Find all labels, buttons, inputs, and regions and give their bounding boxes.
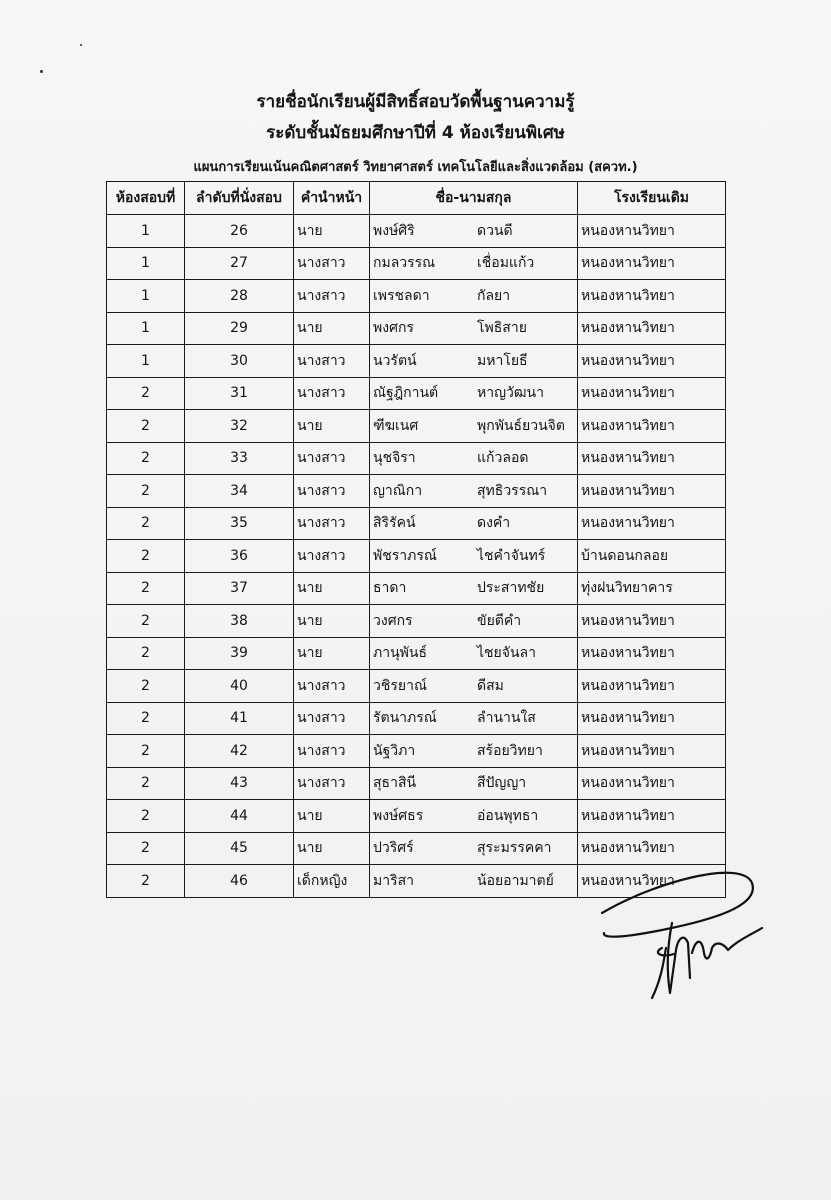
- student-name: [370, 735, 578, 768]
- last-name: พุกพันธ์ยวนจิต: [477, 417, 565, 434]
- last-name: ดีสม: [477, 677, 504, 694]
- column-header-prefix: คำนำหน้า: [294, 182, 370, 215]
- table-row: [107, 247, 726, 280]
- first-name: มาริสา: [373, 872, 415, 889]
- student-name: [370, 670, 578, 703]
- last-name: สุทธิวรรณา: [477, 482, 548, 499]
- name-prefix: นางสาว: [294, 670, 370, 703]
- seat-number: 34: [185, 475, 294, 508]
- first-name: สิริรัคน์: [373, 515, 416, 532]
- name-prefix: นาย: [294, 832, 370, 865]
- paper-speck: [40, 70, 43, 73]
- table-row: [107, 410, 726, 443]
- first-name: ฑีฆเนศ: [373, 417, 419, 434]
- previous-school: ทุ่งฝนวิทยาคาร: [578, 572, 726, 605]
- first-name: ธาดา: [373, 580, 407, 597]
- seat-number: 45: [185, 832, 294, 865]
- name-prefix: นาย: [294, 572, 370, 605]
- table-row: [107, 767, 726, 800]
- room-number: 2: [107, 377, 185, 410]
- seat-number: 29: [185, 312, 294, 345]
- previous-school: หนองหานวิทยา: [578, 670, 726, 703]
- previous-school: หนองหานวิทยา: [578, 767, 726, 800]
- previous-school: หนองหานวิทยา: [578, 637, 726, 670]
- first-name: พงศกร: [373, 320, 414, 337]
- seat-number: 38: [185, 605, 294, 638]
- room-number: 2: [107, 670, 185, 703]
- last-name: ดวนดี: [477, 222, 513, 239]
- student-name: [370, 800, 578, 833]
- table-header-row: [107, 182, 726, 215]
- name-prefix: นาย: [294, 215, 370, 248]
- room-number: 2: [107, 800, 185, 833]
- table-row: [107, 442, 726, 475]
- first-name: ญาณิกา: [373, 482, 423, 499]
- room-number: 2: [107, 572, 185, 605]
- column-header-room: ห้องสอบที่: [107, 182, 185, 215]
- paper-speck: [80, 44, 82, 46]
- last-name: น้อยอามาตย์: [477, 872, 554, 889]
- seat-number: 43: [185, 767, 294, 800]
- previous-school: หนองหานวิทยา: [578, 865, 726, 898]
- seat-number: 33: [185, 442, 294, 475]
- previous-school: หนองหานวิทยา: [578, 800, 726, 833]
- first-name: ณัฐฎิกานต์: [373, 385, 439, 402]
- student-name: [370, 540, 578, 573]
- room-number: 2: [107, 605, 185, 638]
- room-number: 1: [107, 345, 185, 378]
- student-name: [370, 572, 578, 605]
- document-subtitle: ระดับชั้นมัธยมศึกษาปีที่ 4 ห้องเรียนพิเศษ: [266, 123, 565, 143]
- table-row: [107, 312, 726, 345]
- seat-number: 30: [185, 345, 294, 378]
- document-title: รายชื่อนักเรียนผู้มีสิทธิ์สอบวัดพื้นฐานความรู้: [256, 92, 575, 112]
- room-number: 2: [107, 865, 185, 898]
- room-number: 2: [107, 442, 185, 475]
- signature-icon: [592, 858, 767, 1003]
- last-name: แก้วลอด: [477, 450, 529, 467]
- student-name: [370, 702, 578, 735]
- name-prefix: นางสาว: [294, 442, 370, 475]
- name-prefix: นางสาว: [294, 377, 370, 410]
- table-row: [107, 572, 726, 605]
- last-name: ลำนานใส: [477, 710, 536, 727]
- name-prefix: นางสาว: [294, 280, 370, 313]
- table-row: [107, 605, 726, 638]
- student-name: [370, 312, 578, 345]
- table-row: [107, 637, 726, 670]
- room-number: 2: [107, 767, 185, 800]
- seat-number: 27: [185, 247, 294, 280]
- room-number: 1: [107, 215, 185, 248]
- last-name: ดงคำ: [477, 515, 511, 532]
- name-prefix: นาย: [294, 410, 370, 443]
- previous-school: หนองหานวิทยา: [578, 410, 726, 443]
- first-name: นุชจิรา: [373, 450, 416, 467]
- first-name: วงศกร: [373, 612, 413, 629]
- first-name: สุธาสินี: [373, 775, 417, 792]
- student-name: [370, 345, 578, 378]
- table-row: [107, 215, 726, 248]
- room-number: 2: [107, 702, 185, 735]
- seat-number: 32: [185, 410, 294, 443]
- previous-school: หนองหานวิทยา: [578, 507, 726, 540]
- first-name: ภานุพันธ์: [373, 645, 428, 662]
- student-name: [370, 280, 578, 313]
- last-name: กัลยา: [477, 287, 511, 304]
- previous-school: หนองหานวิทยา: [578, 280, 726, 313]
- last-name: โพธิสาย: [477, 320, 527, 337]
- first-name: เพรชลดา: [373, 287, 430, 304]
- seat-number: 36: [185, 540, 294, 573]
- last-name: หาญวัฒนา: [477, 385, 544, 402]
- first-name: พงษ์ศิริ: [373, 222, 415, 239]
- table-row: [107, 670, 726, 703]
- first-name: พัชราภรณ์: [373, 547, 437, 564]
- student-name: [370, 377, 578, 410]
- seat-number: 31: [185, 377, 294, 410]
- name-prefix: นาย: [294, 312, 370, 345]
- last-name: ขัยตีคำ: [477, 612, 522, 629]
- table-row: [107, 735, 726, 768]
- seat-number: 28: [185, 280, 294, 313]
- last-name: เชื่อมแก้ว: [477, 255, 535, 272]
- table-row: [107, 540, 726, 573]
- last-name: ไชคำจันทร์: [477, 547, 546, 564]
- table-row: [107, 507, 726, 540]
- column-header-name: ชื่อ-นามสกุล: [370, 182, 578, 215]
- table-row: [107, 377, 726, 410]
- name-prefix: นางสาว: [294, 702, 370, 735]
- name-prefix: นางสาว: [294, 735, 370, 768]
- name-prefix: นาย: [294, 605, 370, 638]
- last-name: สีปัญญา: [477, 775, 527, 792]
- first-name: วชิรยาณ์: [373, 677, 427, 694]
- room-number: 2: [107, 540, 185, 573]
- previous-school: บ้านดอนกลอย: [578, 540, 726, 573]
- table-row: [107, 475, 726, 508]
- previous-school: หนองหานวิทยา: [578, 312, 726, 345]
- student-name: [370, 475, 578, 508]
- room-number: 2: [107, 735, 185, 768]
- name-prefix: นางสาว: [294, 540, 370, 573]
- first-name: นัฐวิภา: [373, 742, 416, 759]
- previous-school: หนองหานวิทยา: [578, 442, 726, 475]
- previous-school: หนองหานวิทยา: [578, 215, 726, 248]
- student-name: [370, 442, 578, 475]
- previous-school: หนองหานวิทยา: [578, 377, 726, 410]
- name-prefix: นาย: [294, 800, 370, 833]
- name-prefix: นางสาว: [294, 475, 370, 508]
- previous-school: หนองหานวิทยา: [578, 832, 726, 865]
- last-name: มหาโยธี: [477, 352, 528, 369]
- room-number: 2: [107, 507, 185, 540]
- previous-school: หนองหานวิทยา: [578, 247, 726, 280]
- room-number: 1: [107, 280, 185, 313]
- student-name: [370, 215, 578, 248]
- table-row: [107, 345, 726, 378]
- room-number: 1: [107, 247, 185, 280]
- student-name: [370, 767, 578, 800]
- first-name: รัตนาภรณ์: [373, 710, 437, 727]
- program-name: แผนการเรียนเน้นคณิตศาสตร์ วิทยาศาสตร์ เทคโนโลยีและสิ่งแวดล้อม (สควท.): [193, 160, 638, 175]
- seat-number: 44: [185, 800, 294, 833]
- seat-number: 26: [185, 215, 294, 248]
- student-name: [370, 637, 578, 670]
- previous-school: หนองหานวิทยา: [578, 702, 726, 735]
- room-number: 2: [107, 410, 185, 443]
- last-name: ประสาทชัย: [477, 580, 545, 597]
- seat-number: 39: [185, 637, 294, 670]
- table-row: [107, 280, 726, 313]
- name-prefix: นางสาว: [294, 507, 370, 540]
- first-name: ปวริศร์: [373, 840, 414, 857]
- previous-school: หนองหานวิทยา: [578, 475, 726, 508]
- last-name: สร้อยวิทยา: [477, 742, 543, 759]
- name-prefix: เด็กหญิง: [294, 865, 370, 898]
- name-prefix: นางสาว: [294, 767, 370, 800]
- room-number: 2: [107, 637, 185, 670]
- room-number: 2: [107, 475, 185, 508]
- student-name: [370, 865, 578, 898]
- student-name: [370, 410, 578, 443]
- room-number: 1: [107, 312, 185, 345]
- seat-number: 37: [185, 572, 294, 605]
- previous-school: หนองหานวิทยา: [578, 605, 726, 638]
- seat-number: 35: [185, 507, 294, 540]
- first-name: นวรัตน์: [373, 352, 417, 369]
- name-prefix: นางสาว: [294, 345, 370, 378]
- last-name: อ่อนพุทธา: [477, 807, 539, 824]
- table-row: [107, 800, 726, 833]
- student-name: [370, 247, 578, 280]
- room-number: 2: [107, 832, 185, 865]
- student-name: [370, 507, 578, 540]
- name-prefix: นางสาว: [294, 247, 370, 280]
- last-name: ไชยจันลา: [477, 645, 536, 662]
- table-row: [107, 702, 726, 735]
- previous-school: หนองหานวิทยา: [578, 735, 726, 768]
- student-name: [370, 605, 578, 638]
- column-header-seat: ลำดับที่นั่งสอบ: [185, 182, 294, 215]
- first-name: พงษ์ศธร: [373, 807, 424, 824]
- seat-number: 42: [185, 735, 294, 768]
- name-prefix: นาย: [294, 637, 370, 670]
- previous-school: หนองหานวิทยา: [578, 345, 726, 378]
- table-body: [107, 215, 726, 898]
- seat-number: 46: [185, 865, 294, 898]
- student-roster-table: [106, 181, 726, 898]
- seat-number: 40: [185, 670, 294, 703]
- seat-number: 41: [185, 702, 294, 735]
- student-name: [370, 832, 578, 865]
- last-name: สุระมรรคคา: [477, 840, 552, 857]
- column-header-school: โรงเรียนเดิม: [578, 182, 726, 215]
- first-name: กมลวรรณ: [373, 255, 436, 272]
